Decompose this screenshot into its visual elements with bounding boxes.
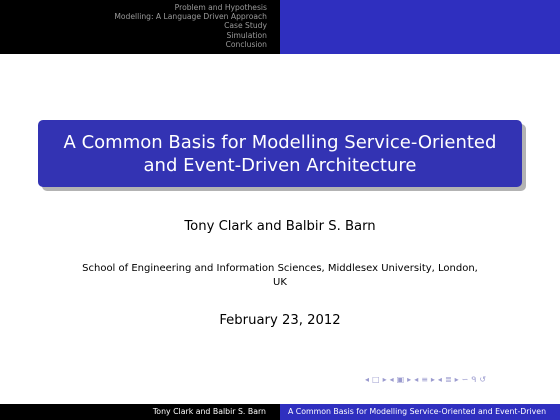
date: February 23, 2012	[219, 313, 341, 328]
navigation-symbols	[365, 375, 486, 385]
frame-next-icon[interactable]: ▸	[407, 375, 412, 384]
nav-section-modelling[interactable]: Modelling: A Language Driven Approach	[114, 12, 267, 22]
slide-title-line1: A Common Basis for Modelling Service-Oriented	[63, 131, 497, 153]
header-right-panel	[280, 0, 560, 54]
subsection-prev-icon[interactable]: ◂	[414, 375, 419, 384]
section-navigation	[0, 0, 280, 54]
subsection-icon[interactable]: ≡	[421, 375, 428, 384]
section-icon[interactable]: ≣	[444, 375, 452, 384]
slide-prev-icon[interactable]: ◂	[365, 375, 370, 384]
footer-bar	[0, 404, 560, 420]
frame-icon[interactable]: ▣	[396, 375, 405, 384]
back-icon[interactable]: ∽	[461, 375, 469, 384]
slide-next-icon[interactable]: ▸	[382, 375, 387, 384]
slide-title	[45, 131, 515, 177]
section-prev-icon[interactable]: ◂	[437, 375, 442, 384]
nav-section-problem[interactable]: Problem and Hypothesis	[174, 3, 267, 12]
nav-section-case-study[interactable]: Case Study	[224, 21, 267, 31]
footer-title: A Common Basis for Modelling Service-Oriented and Event-Driven	[280, 404, 560, 420]
slide-title-line2: and Event-Driven Architecture	[143, 154, 417, 176]
footer-authors: Tony Clark and Balbir S. Barn	[0, 404, 280, 420]
slide-icon[interactable]: □	[372, 375, 380, 384]
authors: Tony Clark and Balbir S. Barn	[184, 219, 376, 234]
frame-prev-icon[interactable]: ◂	[389, 375, 394, 384]
subsection-next-icon[interactable]: ▸	[430, 375, 435, 384]
institute	[50, 262, 510, 290]
section-list	[114, 3, 267, 49]
search-icon[interactable]: ᑫ	[471, 375, 477, 384]
header-bar	[0, 0, 560, 54]
title-box	[38, 120, 522, 187]
institute-line2: UK	[273, 277, 287, 288]
institute-line1: School of Engineering and Information Sciences, Middlesex University, London,	[82, 263, 478, 274]
nav-section-conclusion[interactable]: Conclusion	[225, 39, 267, 49]
section-next-icon[interactable]: ▸	[454, 375, 459, 384]
nav-section-simulation[interactable]: Simulation	[226, 30, 267, 40]
forward-icon[interactable]: ↺	[479, 375, 487, 384]
